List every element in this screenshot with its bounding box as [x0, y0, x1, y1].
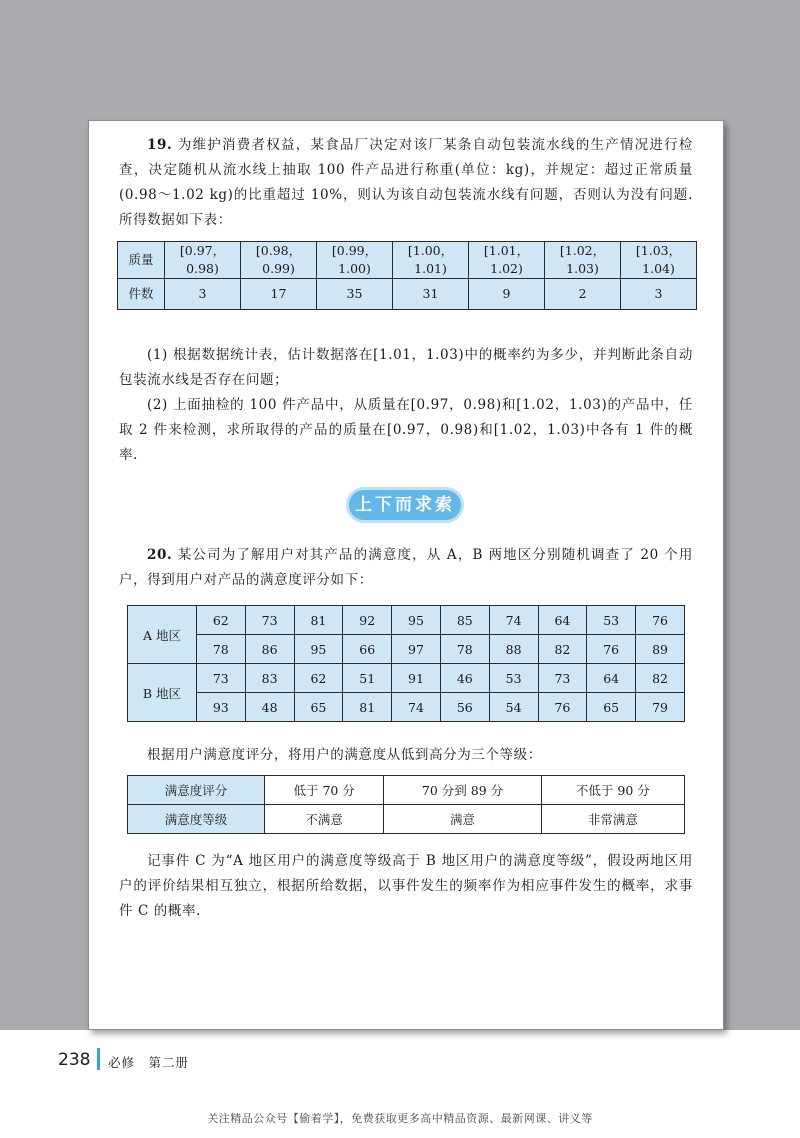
- table-cell: 95: [392, 606, 441, 635]
- table-cell: 93: [196, 693, 245, 722]
- table-cell: 54: [489, 693, 538, 722]
- table-cell: 92: [343, 606, 392, 635]
- satisfaction-scores-table: [127, 605, 685, 722]
- table-cell: [0.98，0.99): [241, 242, 317, 279]
- table-cell: 3: [621, 279, 697, 310]
- table-cell: [0.99，1.00): [317, 242, 393, 279]
- table-cell: 满意: [384, 805, 541, 834]
- table-cell: 97: [392, 635, 441, 664]
- table-cell: 86: [245, 635, 294, 664]
- table-header-mass: 质量: [118, 242, 165, 279]
- question-number: 19.: [147, 137, 173, 153]
- question-intro: 为维护消费者权益，某食品厂决定对该厂某条自动包装流水线的生产情况进行检查，决定随机从流水线上抽取 100 件产品进行称重(单位：kg)，并规定：超过正常质量(0.98～1.02 kg)的比重超过 10%，则认为该自动包装流水线有问题，否则认为没有问题.所得数据如下表：: [119, 137, 693, 228]
- table-cell: 78: [440, 635, 489, 664]
- question-number: 20.: [147, 547, 173, 563]
- region-b-header: B 地区: [128, 664, 197, 722]
- table-cell: [0.97，0.98): [165, 242, 241, 279]
- section-banner: 上下而求索: [349, 490, 461, 520]
- level-header: 满意度等级: [128, 805, 265, 834]
- mass-count-table: [117, 241, 697, 310]
- table-cell: [1.00，1.01): [393, 242, 469, 279]
- table-cell: 73: [245, 606, 294, 635]
- table-cell: 73: [538, 664, 587, 693]
- table-cell: 76: [636, 606, 685, 635]
- table-cell: 64: [538, 606, 587, 635]
- table-cell: 70 分到 89 分: [384, 776, 541, 805]
- table-cell: 9: [469, 279, 545, 310]
- table-cell: 88: [489, 635, 538, 664]
- table-cell: 89: [636, 635, 685, 664]
- table-cell: 76: [587, 635, 636, 664]
- table-cell: 2: [545, 279, 621, 310]
- question-19: [119, 133, 693, 233]
- table-cell: 不满意: [265, 805, 384, 834]
- question-part-2: (2) 上面抽检的 100 件产品中，从质量在[0.97，0.98)和[1.02，1.03)的产品中，任取 2 件来检测，求所取得的产品的质量在[0.97，0.98)和[1.02，1.03)中各有 1 件的概率.: [119, 397, 693, 463]
- table-cell: 73: [196, 664, 245, 693]
- table-cell: 62: [196, 606, 245, 635]
- table-cell: 53: [489, 664, 538, 693]
- table-cell: 82: [538, 635, 587, 664]
- table-cell: 不低于 90 分: [541, 776, 684, 805]
- table-cell: 76: [538, 693, 587, 722]
- content-frame: [88, 120, 724, 1030]
- table-cell: 82: [636, 664, 685, 693]
- page-number: 238: [58, 1050, 91, 1070]
- table-cell: 66: [343, 635, 392, 664]
- table-cell: 53: [587, 606, 636, 635]
- question-20: [119, 543, 693, 593]
- table-cell: 65: [294, 693, 343, 722]
- table-header-count: 件数: [118, 279, 165, 310]
- table-cell: 3: [165, 279, 241, 310]
- question-part-1: (1) 根据数据统计表，估计数据落在[1.01，1.03)中的概率约为多少，并判断此条自动包装流水线是否存在问题；: [119, 347, 693, 388]
- book-label: 必修 第二册: [108, 1055, 190, 1070]
- table-cell: 74: [489, 606, 538, 635]
- table-cell: 非常满意: [541, 805, 684, 834]
- table-cell: 91: [392, 664, 441, 693]
- levels-intro: 根据用户满意度评分，将用户的满意度从低到高分为三个等级：: [147, 747, 542, 763]
- table-cell: 17: [241, 279, 317, 310]
- table-cell: 64: [587, 664, 636, 693]
- table-cell: 46: [440, 664, 489, 693]
- table-cell: 31: [393, 279, 469, 310]
- footer-notice: 关注精品公众号【偷着学】，免费获取更多高中精品资源、最新网课、讲义等: [207, 1112, 593, 1125]
- table-cell: 48: [245, 693, 294, 722]
- table-cell: 62: [294, 664, 343, 693]
- table-cell: 79: [636, 693, 685, 722]
- page-number-divider: [97, 1048, 100, 1070]
- table-cell: [1.01，1.02): [469, 242, 545, 279]
- table-cell: 74: [392, 693, 441, 722]
- question-19-parts: [119, 343, 693, 468]
- question-intro: 某公司为了解用户对其产品的满意度，从 A，B 两地区分别随机调查了 20 个用户，得到用户对产品的满意度评分如下：: [119, 547, 693, 588]
- table-cell: 95: [294, 635, 343, 664]
- table-cell: 35: [317, 279, 393, 310]
- table-cell: 56: [440, 693, 489, 722]
- table-cell: [1.03，1.04): [621, 242, 697, 279]
- table-cell: 81: [294, 606, 343, 635]
- table-cell: 65: [587, 693, 636, 722]
- score-header: 满意度评分: [128, 776, 265, 805]
- satisfaction-levels-table: [127, 775, 685, 834]
- table-cell: 81: [343, 693, 392, 722]
- table-cell: 51: [343, 664, 392, 693]
- region-a-header: A 地区: [128, 606, 197, 664]
- table-cell: [1.02，1.03): [545, 242, 621, 279]
- table-cell: 83: [245, 664, 294, 693]
- table-cell: 78: [196, 635, 245, 664]
- question-20-conclusion: 记事件 C 为“A 地区用户的满意度等级高于 B 地区用户的满意度等级”，假设两地区用户的评价结果相互独立，根据所给数据，以事件发生的频率作为相应事件发生的概率，求事件 C 的概率.: [119, 853, 693, 919]
- table-cell: 85: [440, 606, 489, 635]
- table-cell: 低于 70 分: [265, 776, 384, 805]
